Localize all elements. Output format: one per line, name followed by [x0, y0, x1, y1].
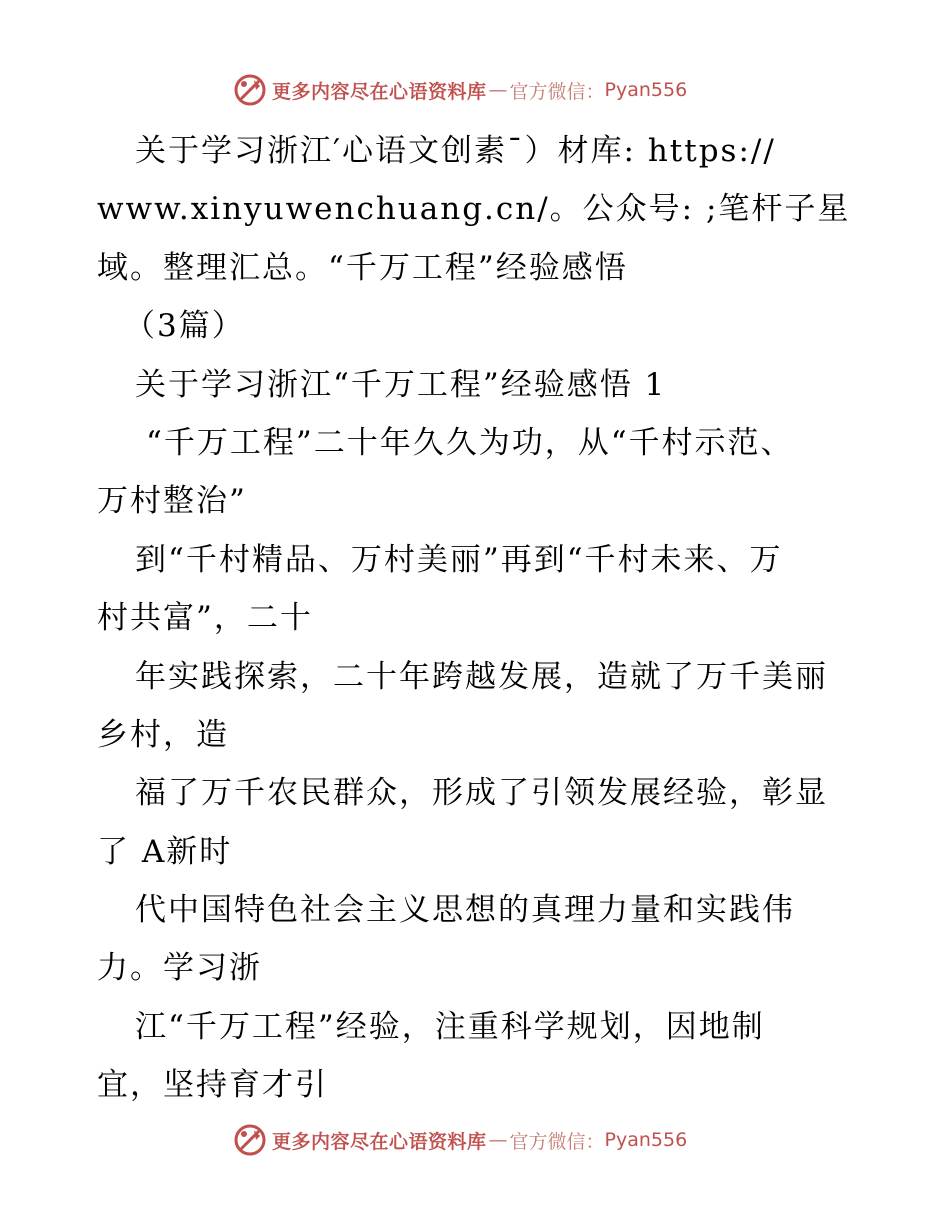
text-line-15: 力。学习浙 — [97, 950, 262, 987]
watermark-wechat-label: 官方微信： — [509, 1130, 605, 1153]
text-line-16: 江“千万工程”经验，注重科学规划，因地制 — [135, 1008, 765, 1045]
document-body — [0, 122, 950, 1115]
text-line-10: 年实践探索，二十年跨越发展，造就了万千美丽 — [135, 658, 828, 695]
text-line-9: 村共富”，二十 — [97, 600, 313, 637]
text-line-2: www.xinyuwenchuang.cn/。公众号: ;笔杆子星 — [97, 191, 851, 228]
watermark-wechat-id: Pyan556 — [604, 79, 688, 101]
text-line-4: （3篇） — [124, 308, 245, 345]
logo-icon — [232, 72, 268, 108]
watermark-brand: 更多内容尽在心语资料库 — [272, 1130, 487, 1153]
text-line-14: 代中国特色社会主义思想的真理力量和实践伟 — [135, 892, 795, 929]
watermark-brand: 更多内容尽在心语资料库 — [272, 80, 487, 103]
text-line-17: 宜，坚持育才引 — [97, 1067, 328, 1104]
text-line-3: 域。整理汇总。“千万工程”经验感悟 — [97, 249, 628, 286]
footer-watermark — [232, 1122, 732, 1158]
text-line-6: “千万工程”二十年久久为功，从“千村示范、 — [146, 424, 794, 461]
text-line-13: 了 A新时 — [97, 833, 233, 870]
text-line-11: 乡村，造 — [97, 716, 229, 753]
text-line-5: 关于学习浙江“千万工程”经验感悟 1 — [135, 366, 667, 403]
watermark-dash: — — [488, 79, 508, 101]
header-watermark — [232, 72, 732, 108]
watermark-dash: — — [488, 1129, 508, 1151]
text-line-7: 万村整治” — [97, 483, 247, 520]
watermark-wechat-id: Pyan556 — [604, 1129, 688, 1151]
text-line-12: 福了万千农民群众，形成了引领发展经验，彰显 — [135, 775, 828, 812]
text-line-1: 关于学习浙江′心语文创素¯）材库: https:// — [135, 133, 776, 169]
watermark-wechat-label: 官方微信： — [509, 80, 605, 103]
logo-icon — [232, 1122, 268, 1158]
text-line-8: 到“千村精品、万村美丽”再到“千村未来、万 — [135, 541, 783, 578]
